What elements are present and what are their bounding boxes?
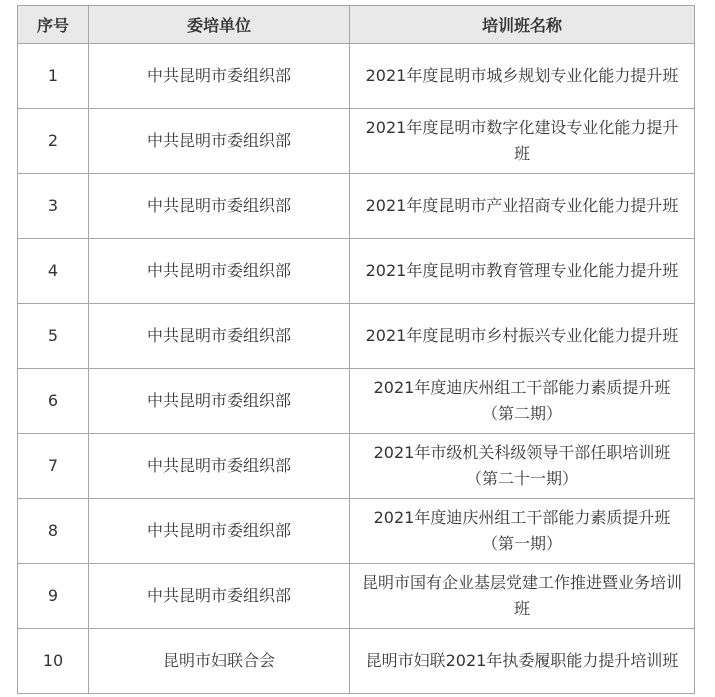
table-row bbox=[18, 564, 695, 629]
cell-name: 2021年度迪庆州组工干部能力素质提升班（第一期） bbox=[350, 499, 695, 564]
table-row bbox=[18, 629, 695, 694]
cell-no: 5 bbox=[18, 304, 89, 369]
cell-name: 2021年度昆明市教育管理专业化能力提升班 bbox=[350, 239, 695, 304]
cell-unit: 中共昆明市委组织部 bbox=[89, 174, 350, 239]
cell-no: 2 bbox=[18, 109, 89, 174]
table-header-row bbox=[18, 6, 695, 44]
cell-unit: 中共昆明市委组织部 bbox=[89, 109, 350, 174]
cell-unit: 中共昆明市委组织部 bbox=[89, 239, 350, 304]
cell-unit: 昆明市妇联合会 bbox=[89, 629, 350, 694]
cell-name: 昆明市国有企业基层党建工作推进暨业务培训班 bbox=[350, 564, 695, 629]
cell-no: 9 bbox=[18, 564, 89, 629]
cell-unit: 中共昆明市委组织部 bbox=[89, 499, 350, 564]
training-class-table bbox=[17, 5, 695, 694]
cell-no: 3 bbox=[18, 174, 89, 239]
cell-name: 2021年度昆明市城乡规划专业化能力提升班 bbox=[350, 44, 695, 109]
table-row bbox=[18, 109, 695, 174]
cell-unit: 中共昆明市委组织部 bbox=[89, 44, 350, 109]
cell-name: 2021年度昆明市产业招商专业化能力提升班 bbox=[350, 174, 695, 239]
table-row bbox=[18, 44, 695, 109]
table-row bbox=[18, 239, 695, 304]
cell-no: 6 bbox=[18, 369, 89, 434]
header-name: 培训班名称 bbox=[350, 6, 695, 44]
table-row bbox=[18, 434, 695, 499]
cell-name: 2021年市级机关科级领导干部任职培训班（第二十一期） bbox=[350, 434, 695, 499]
header-unit: 委培单位 bbox=[89, 6, 350, 44]
cell-unit: 中共昆明市委组织部 bbox=[89, 304, 350, 369]
cell-no: 8 bbox=[18, 499, 89, 564]
table-row bbox=[18, 304, 695, 369]
cell-unit: 中共昆明市委组织部 bbox=[89, 564, 350, 629]
cell-name: 2021年度昆明市数字化建设专业化能力提升班 bbox=[350, 109, 695, 174]
cell-no: 4 bbox=[18, 239, 89, 304]
table-row bbox=[18, 499, 695, 564]
cell-no: 1 bbox=[18, 44, 89, 109]
table-row bbox=[18, 174, 695, 239]
table-row bbox=[18, 369, 695, 434]
cell-name: 2021年度迪庆州组工干部能力素质提升班（第二期） bbox=[350, 369, 695, 434]
cell-no: 10 bbox=[18, 629, 89, 694]
cell-name: 昆明市妇联2021年执委履职能力提升培训班 bbox=[350, 629, 695, 694]
cell-name: 2021年度昆明市乡村振兴专业化能力提升班 bbox=[350, 304, 695, 369]
cell-unit: 中共昆明市委组织部 bbox=[89, 369, 350, 434]
cell-unit: 中共昆明市委组织部 bbox=[89, 434, 350, 499]
header-no: 序号 bbox=[18, 6, 89, 44]
cell-no: 7 bbox=[18, 434, 89, 499]
